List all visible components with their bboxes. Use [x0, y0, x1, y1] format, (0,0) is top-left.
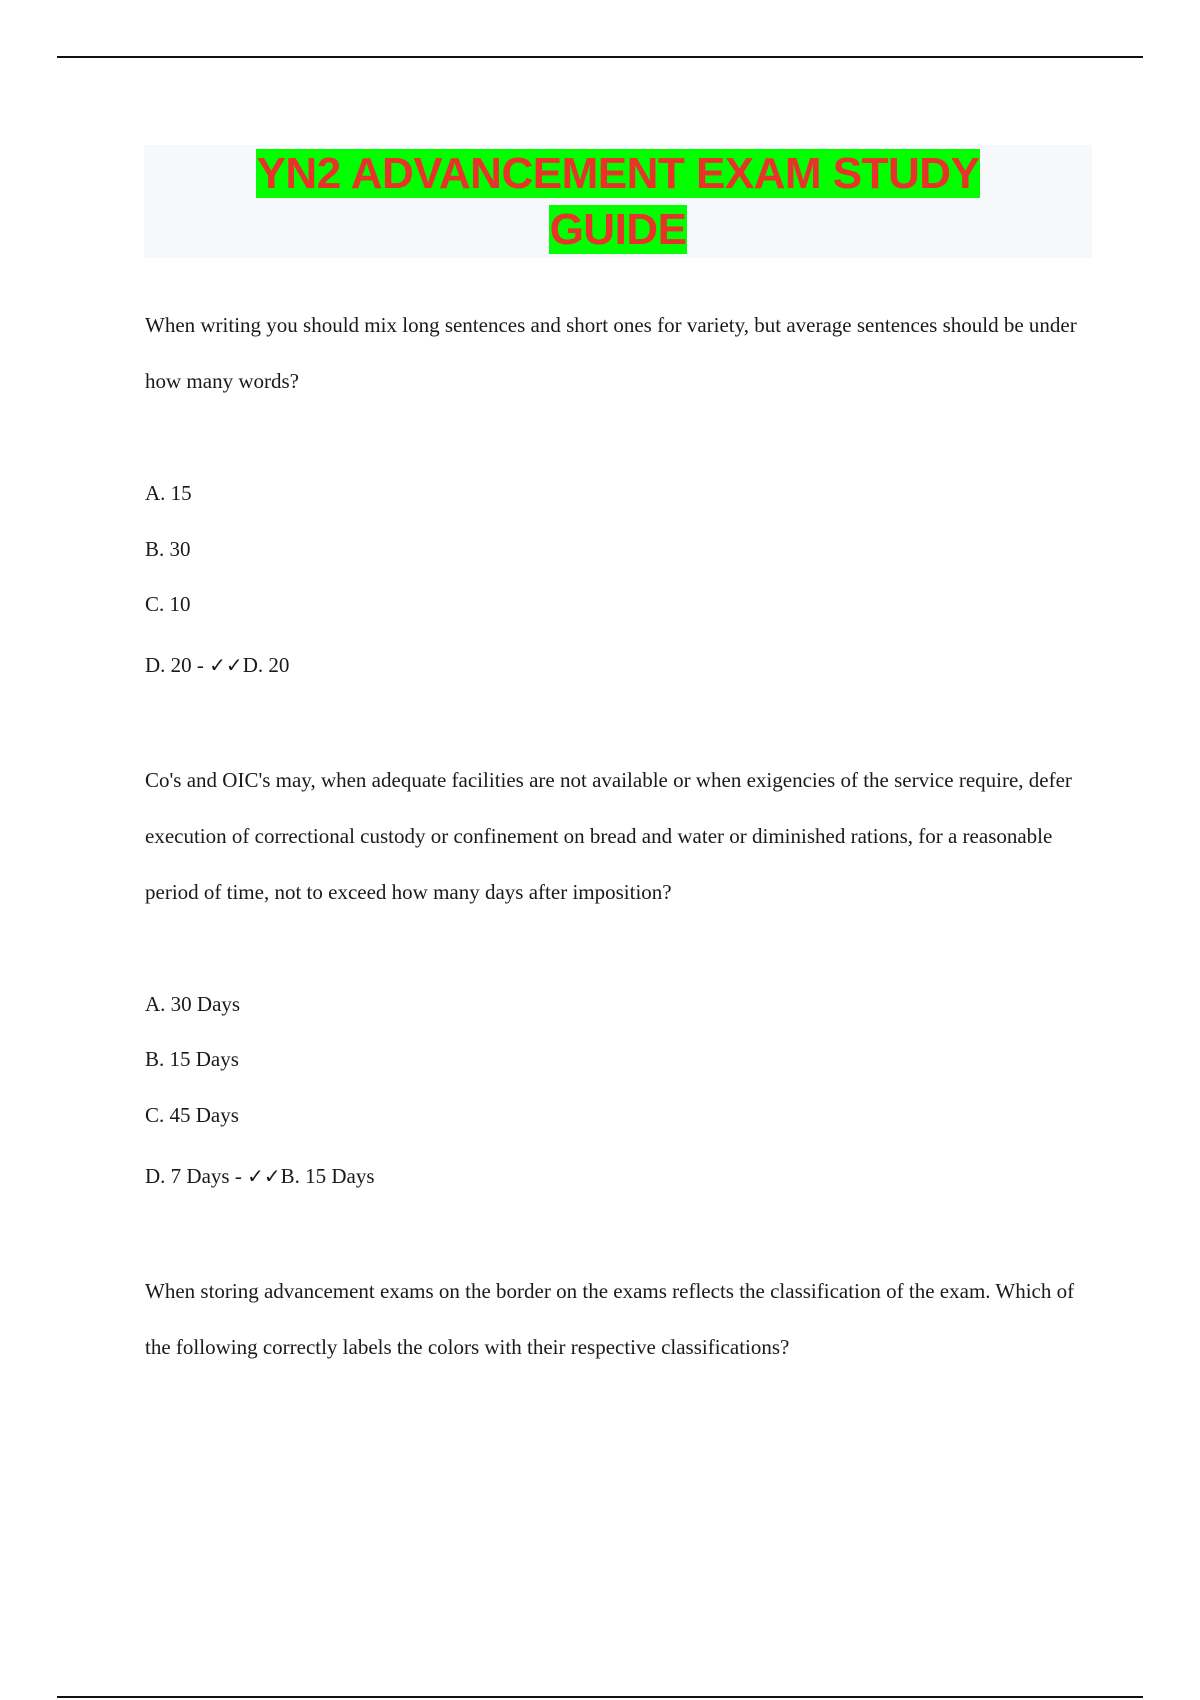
- header-rule: [57, 56, 1143, 58]
- question-2-option-d: [145, 1161, 375, 1191]
- question-2-answer: B. 15 Days: [280, 1164, 375, 1188]
- question-2-option-a: A. 30 Days: [145, 992, 241, 1016]
- question-1-option-d-label: D. 20 -: [145, 653, 210, 677]
- question-2-option-b: B. 15 Days: [145, 1047, 239, 1071]
- footer-rule: [57, 1696, 1143, 1698]
- title-banner: [144, 145, 1092, 258]
- question-3-text: When storing advancement exams on the border on the exams reflects the classification of the exam. Which of the following correctly labels the colors with their respective classifications?: [145, 1279, 1075, 1359]
- question-2-text: Co's and OIC's may, when adequate facilities are not available or when exigencies of the service require, defer execution of correctional custody or confinement on bread and water or diminished rations, for a reasonable period of time, not to exceed how many days after imposition?: [145, 768, 1072, 904]
- question-2-option-c: C. 45 Days: [145, 1103, 239, 1127]
- question-1-text: When writing you should mix long sentences and short ones for variety, but average sentences should be under how many words?: [145, 313, 1077, 393]
- check-mark-icon: ✓✓: [209, 653, 243, 677]
- question-1-option-a: A. 15: [145, 481, 192, 505]
- check-mark-icon: ✓✓: [247, 1164, 281, 1188]
- question-1-option-c: C. 10: [145, 592, 191, 616]
- page-title: YN2 ADVANCEMENT EXAM STUDY GUIDE: [256, 149, 980, 254]
- question-1-option-b: B. 30: [145, 537, 191, 561]
- question-1-option-d: [145, 650, 289, 680]
- question-1-answer: D. 20: [242, 653, 290, 677]
- question-2-option-d-label: D. 7 Days -: [145, 1164, 248, 1188]
